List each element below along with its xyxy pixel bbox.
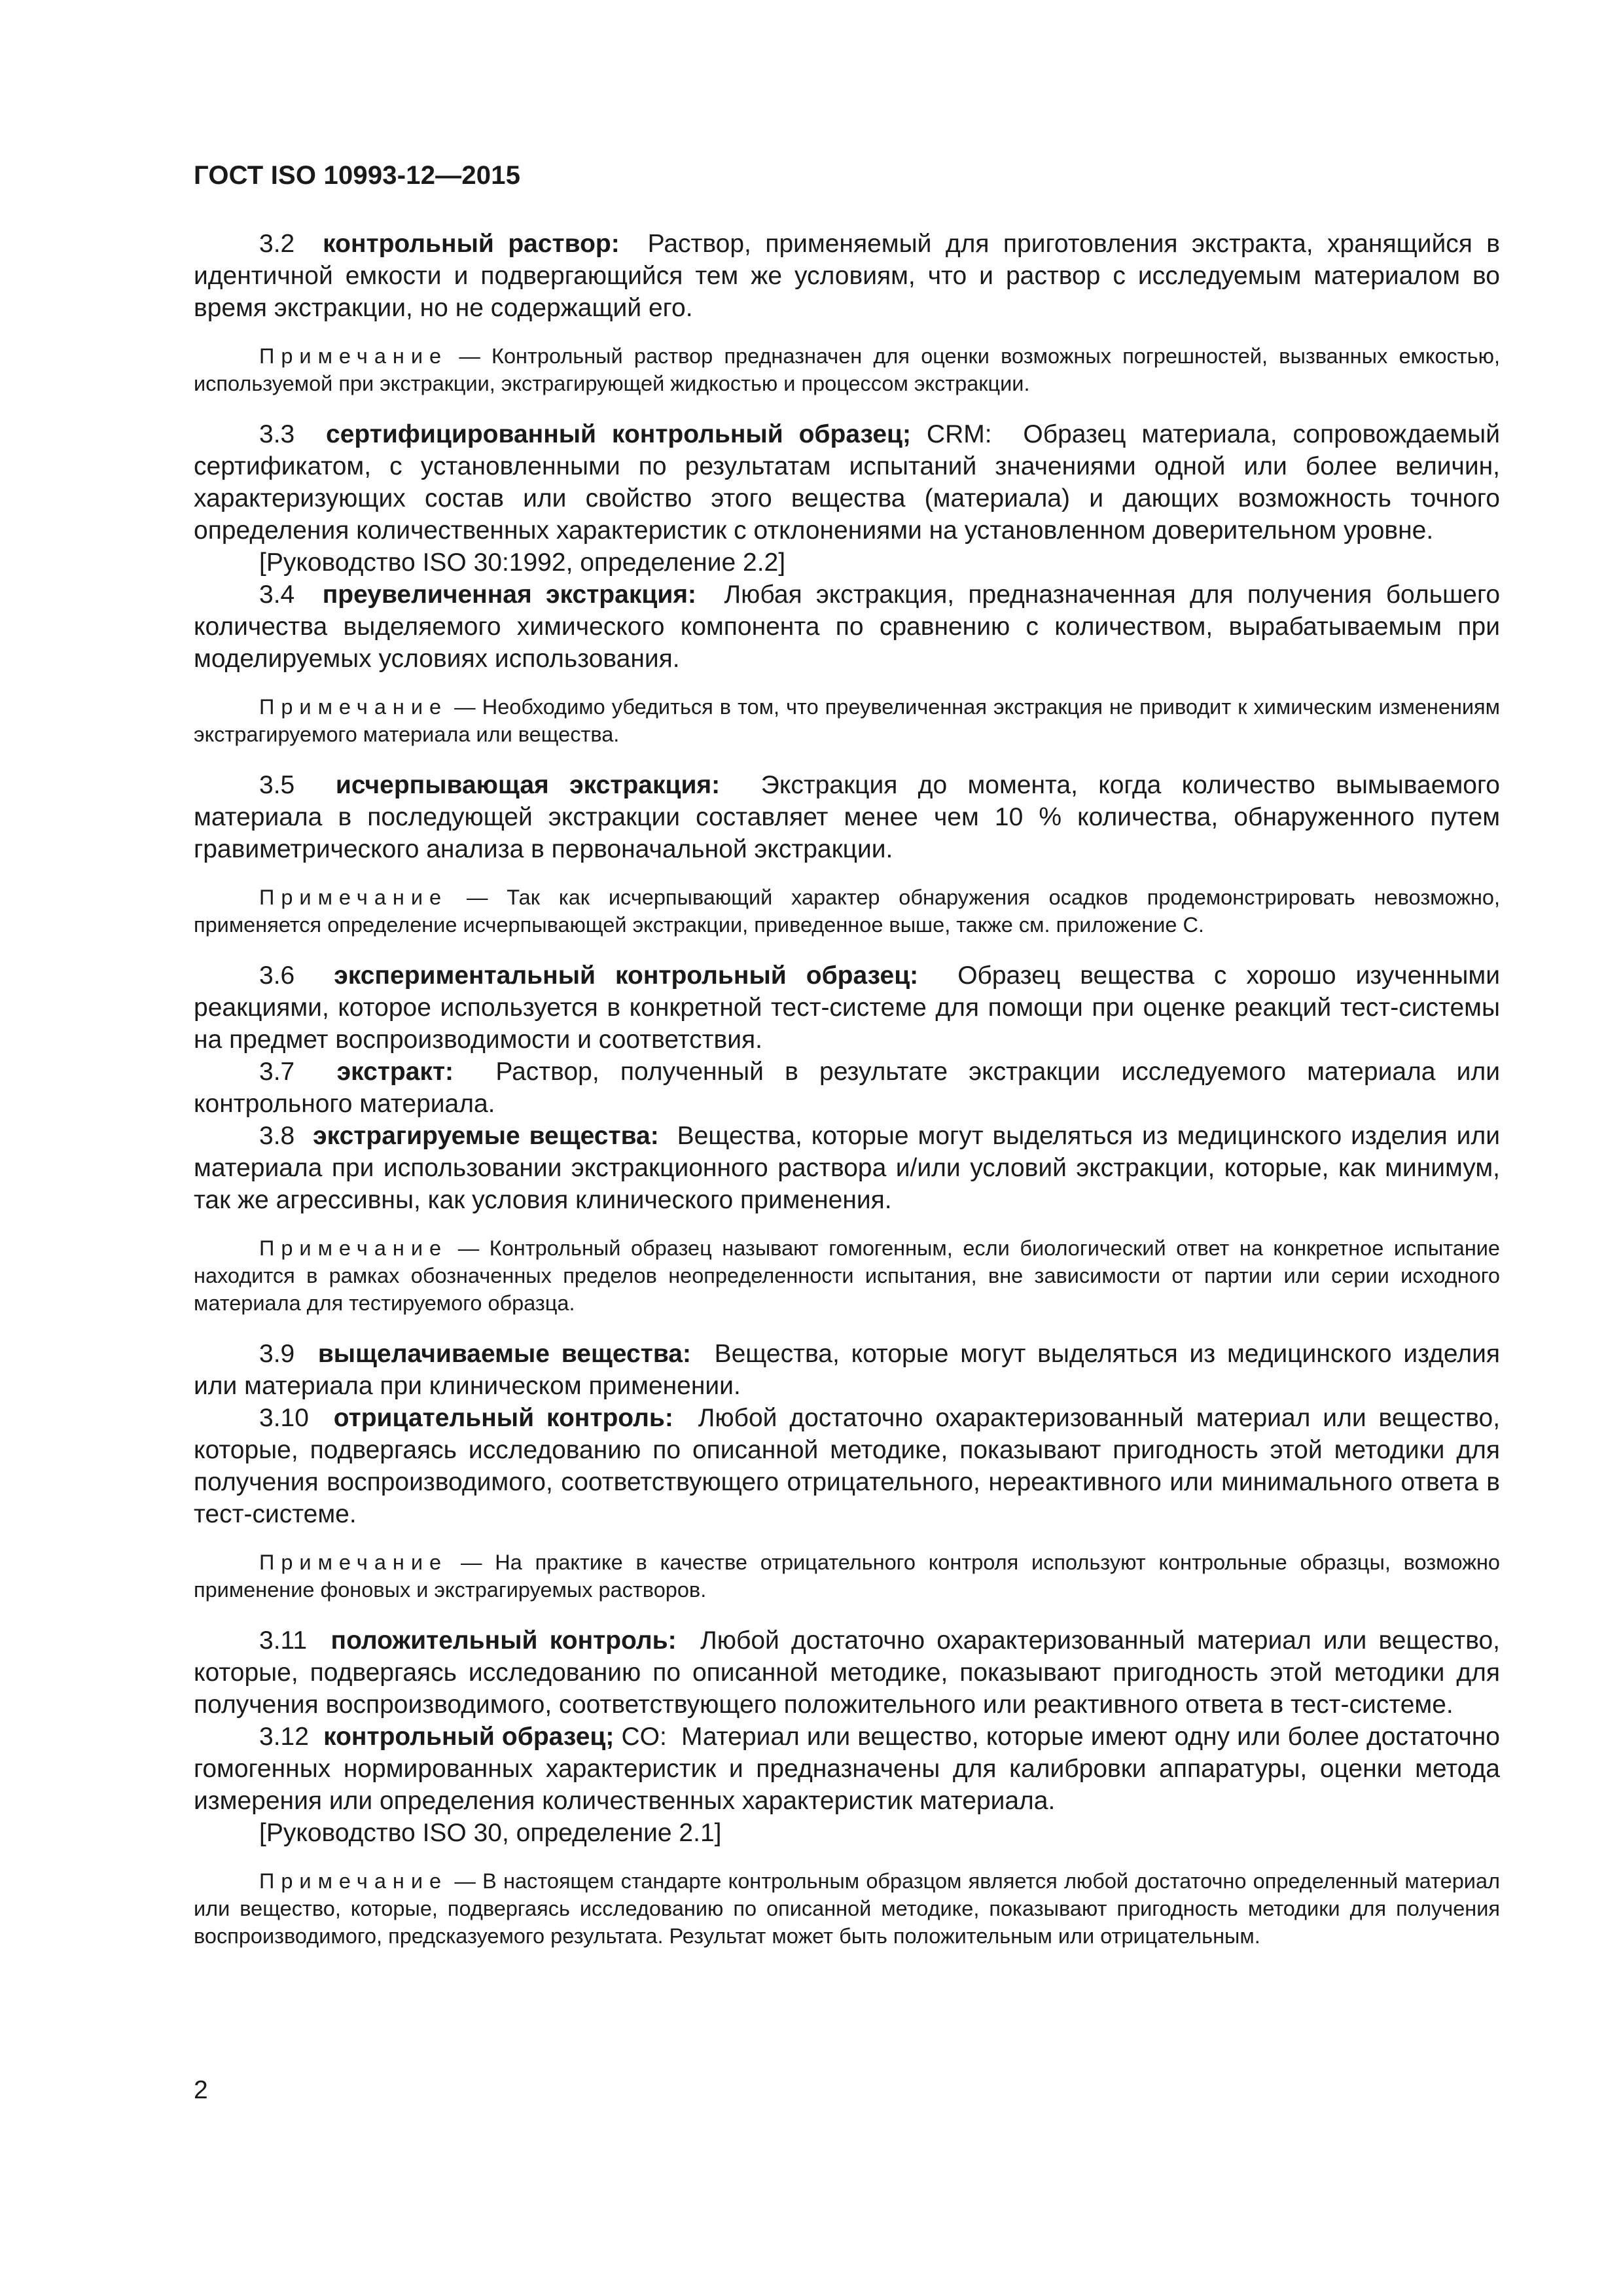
term-definition: Экстракция до момента, когда количество вымываемого материала в последующей экстракции составляет менее чем 10 % количества, обнаруженного путем гравиметрического анализа в первоначальной экстракции. [194,771,1500,863]
term-3-12 [194,1721,1500,1817]
note-text: Необходимо убедиться в том, что преувеличенная экстракция не приводит к химическим изменениям экстрагируемого материала или вещества. [194,695,1500,746]
note-3-12 [194,1867,1500,1950]
term-number: 3.4 [259,581,295,609]
term-name: исчерпывающая экстракция: [335,771,721,799]
term-number: 3.11 [259,1626,308,1655]
source-3-3: [Руководство ISO 30:1992, определение 2.2] [259,548,786,577]
term-abbreviation: CO: [621,1723,667,1751]
term-3-6 [194,960,1500,1056]
term-number: 3.10 [259,1404,309,1432]
note-3-2 [194,342,1500,397]
term-name: экспериментальный контрольный образец: [334,961,919,990]
note-dash: — [448,886,507,909]
note-dash: — [448,1236,490,1260]
note-label: Примечание [259,886,448,909]
term-number: 3.7 [259,1058,295,1086]
term-name: отрицательный контроль: [333,1404,673,1432]
term-number: 3.8 [259,1122,295,1150]
note-dash: — [448,1551,495,1574]
term-definition: Материал или вещество, которые имеют одну или более достаточно гомогенных нормированных характеристик и предназначены для калибровки аппаратуры, оценки метода измерения или определения количественных характеристик материала. [194,1723,1500,1815]
note-3-10 [194,1549,1500,1604]
term-definition: Раствор, применяемый для приготовления экстракта, хранящийся в идентичной емкости и подвергающийся тем же условиям, что и раствор с исследуемым материалом во время экстракции, но не содержащий его. [194,230,1501,322]
document-body [194,228,1500,1971]
note-text: В настоящем стандарте контрольным образцом является любой достаточно определенный материал или вещество, которые, подвергаясь исследованию по описанной методике, показывают пригодность методики для получения воспроизводимого, предсказуемого результата. Результат может быть положительным или отрицательным. [194,1869,1500,1948]
note-dash: — [448,1869,483,1893]
note-3-8 [194,1234,1500,1317]
note-text: Контрольный образец называют гомогенным, если биологический ответ на конкретное испытание находится в рамках обозначенных пределов неопределенности испытания, вне зависимости от партии или серии исходного материала для тестируемого образца. [194,1236,1501,1315]
term-name: сертифицированный контрольный образец; [326,420,912,448]
term-definition: Вещества, которые могут выделяться из медицинского изделия или материала при клиническом применении. [194,1340,1500,1400]
note-text: Так как исчерпывающий характер обнаружения осадков продемонстрировать невозможно, применяется определение исчерпывающей экстракции, приведенное выше, также см. приложение С. [194,886,1501,937]
source-3-12: [Руководство ISO 30, определение 2.1] [259,1819,722,1847]
note-label: Примечание [259,1869,448,1893]
note-3-4 [194,693,1500,748]
term-3-2 [194,228,1500,324]
term-name: контрольный образец; [323,1723,615,1751]
term-3-7 [194,1056,1500,1120]
term-name: экстрагируемые вещества: [313,1122,659,1150]
term-definition: Вещества, которые могут выделяться из медицинского изделия или материала при использовании экстракционного раствора и/или условий экстракции, которые, как минимум, так же агрессивны, как условия клинического применения. [194,1122,1501,1214]
note-text: Контрольный раствор предназначен для оценки возможных погрешностей, вызванных емкостью, используемой при экстракции, экстрагирующей жидкостью и процессом экстракции. [194,344,1500,395]
note-text: На практике в качестве отрицательного контроля используют контрольные образцы, возможно применение фоновых и экстрагируемых растворов. [194,1551,1500,1602]
term-number: 3.6 [259,961,295,990]
term-definition: Образец вещества с хорошо изученными реакциями, которое используется в конкретной тест-системе для помощи при оценке реакций тест-системы на предмет воспроизводимости и соответствия. [194,961,1500,1054]
term-3-8 [194,1120,1500,1216]
term-definition: Любой достаточно охарактеризованный материал или вещество, которые, подвергаясь исследованию по описанной методике, показывают пригодность этой методики для получения воспроизводимого, соответствующего отрицательного, нереактивного или минимального ответа в тест-системе. [194,1404,1501,1528]
term-number: 3.5 [259,771,295,799]
note-dash: — [448,344,492,368]
term-3-11 [194,1624,1500,1721]
term-name: преувеличенная экстракция: [322,581,697,609]
term-3-10 [194,1402,1500,1530]
term-definition: Любой достаточно охарактеризованный материал или вещество, которые, подвергаясь исследованию по описанной методике, показывают пригодность этой методики для получения воспроизводимого, соответствующего положительного или реактивного ответа в тест-системе. [194,1626,1500,1719]
term-name: контрольный раствор: [323,230,620,258]
term-number: 3.3 [259,420,295,448]
term-number: 3.9 [259,1340,295,1368]
note-label: Примечание [259,1551,448,1574]
term-3-3 [194,418,1500,547]
note-dash: — [448,695,482,719]
term-name: положительный контроль: [330,1626,677,1655]
term-definition: Любая экстракция, предназначенная для получения большего количества выделяемого химического компонента по сравнению с количеством, вырабатываемым при моделируемых условиях использования. [194,581,1501,673]
term-definition: Раствор, полученный в результате экстракции исследуемого материала или контрольного материала. [194,1058,1500,1118]
note-label: Примечание [259,1236,448,1260]
note-label: Примечание [259,695,448,719]
term-abbreviation: CRM: [926,420,992,448]
document-header: ГОСТ ISO 10993-12—2015 [194,161,521,190]
term-3-5 [194,769,1500,865]
page-number: 2 [194,2076,208,2104]
term-name: выщелачиваемые вещества: [317,1340,691,1368]
term-number: 3.12 [259,1723,309,1751]
note-3-5 [194,884,1500,939]
term-number: 3.2 [259,230,295,258]
note-label: Примечание [259,344,448,368]
term-name: экстракт: [336,1058,454,1086]
term-3-4 [194,579,1500,675]
term-definition: Образец материала, сопровождаемый сертификатом, с установленными по результатам испытаний значениями одной или более величин, характеризующих состав или свойство этого вещества (материала) и дающих возможность точного определения количественных характеристик с отклонениями на установленном доверительном уровне. [194,420,1500,545]
term-3-9 [194,1338,1500,1402]
